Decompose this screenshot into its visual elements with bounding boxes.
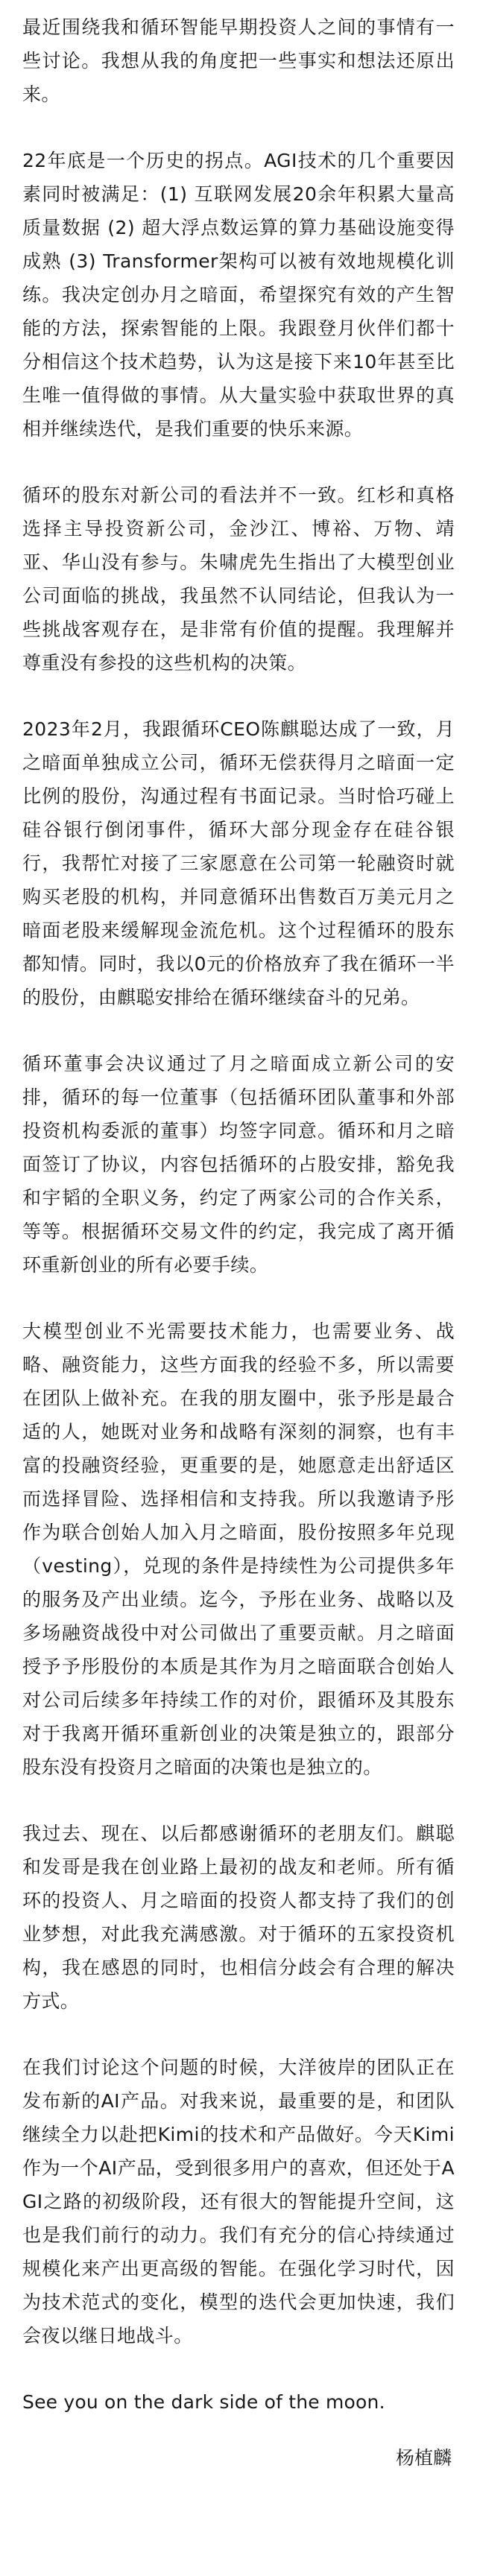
paragraph-shareholder-views: 循环的股东对新公司的看法并不一致。红杉和真格选择主导投资新公司，金沙江、博裕、万物、靖亚、华山没有参与。朱啸虎先生指出了大模型创业公司面临的挑战，我虽然不认同结论，但我认为一些挑战客观存在，是非常有价值的提醒。我理解并尊重没有参投的这些机构的决策。	[22, 484, 455, 674]
paragraph-feb-2023-agreement: 2023年2月，我跟循环CEO陈麒聪达成了一致，月之暗面单独成立公司，循环无偿获得月之暗面一定比例的股份，沟通过程有书面记录。当时恰巧碰上硅谷银行倒闭事件，循环大部分现金存在硅谷银行，我帮忙对接了三家愿意在公司第一轮融资时就购买老股的机构，并同意循环出售数百万美元月之暗面老股来缓解现金流危机。这个过程循环的股东都知情。同时，我以0元的价格放弃了我在循环一半的股份，由麒聪安排给在循环继续奋斗的兄弟。	[22, 718, 455, 1008]
signature: 杨植麟	[395, 2447, 452, 2469]
paragraph-board-resolution: 循环董事会决议通过了月之暗面成立新公司的安排，循环的每一位董事（包括循环团队董事和外部投资机构委派的董事）均签字同意。循环和月之暗面签订了协议，内容包括循环的占股安排，豁免我和宇韬的全职义务，约定了两家公司的合作关系，等等。根据循环交易文件的约定，我完成了离开循环重新创业的所有必要手续。	[22, 1053, 455, 1276]
paragraph-gratitude: 我过去、现在、以后都感谢循环的老朋友们。麒聪和发哥是我在创业路上最初的战友和老师。所有循环的投资人、月之暗面的投资人都支持了我们的创业梦想，对此我充满感激。对于循环的五家投资机构，我在感恩的同时，也相信分歧会有合理的解决方式。	[22, 1823, 455, 2012]
paragraph-intro: 最近围绕我和循环智能早期投资人之间的事情有一些讨论。我想从我的角度把一些事实和想法还原出来。	[22, 16, 455, 105]
paragraph-kimi-focus: 在我们讨论这个问题的时候，大洋彼岸的团队正在发布新的AI产品。对我来说，最重要的是，和团队继续全力以赴把Kimi的技术和产品做好。今天Kimi作为一个AI产品，受到很多用户的喜欢，但还处于AGI之路的初级阶段，还有很大的智能提升空间，这也是我们前行的动力。我们有充分的信心持续通过规模化来产出更高级的智能。在强化学习时代，因为技术范式的变化，模型的迭代会更加快速，我们会夜以继日地战斗。	[22, 2057, 455, 2346]
closing-line: See you on the dark side of the moon.	[22, 2391, 385, 2413]
paragraph-cofounder: 大模型创业不光需要技术能力，也需要业务、战略、融资能力，这些方面我的经验不多，所以需要在团队上做补充。在我的朋友圈中，张予彤是最合适的人，她既对业务和战略有深刻的洞察，也有丰富的投融资经验，更重要的是，她愿意走出舒适区而选择冒险、选择相信和支持我。所以我邀请予彤作为联合创始人加入月之暗面，股份按照多年兑现（vesting），兑现的条件是持续性为公司提供多年的服务及产出业绩。迄今，予彤在业务、战略以及多场融资战役中对公司做出了重要贡献。月之暗面授予予彤股份的本质是其作为月之暗面联合创始人对公司后续多年持续工作的对价，跟循环及其股东对于我离开循环重新创业的决策是独立的，跟部分股东没有投资月之暗面的决策也是独立的。	[22, 1320, 455, 1778]
paragraph-agi-turning-point: 22年底是一个历史的拐点。AGI技术的几个重要因素同时被满足：(1) 互联网发展20余年积累大量高质量数据 (2) 超大浮点数运算的算力基础设施变得成熟 (3) Transformer架构可以被有效地规模化训练。我决定创办月之暗面，希望探究有效的产生智能的方法，探索智能的上限。我跟登月伙伴们都十分相信这个技术趋势，认为这是接下来10年甚至比生唯一值得做的事情。从大量实验中获取世界的真相并继续迭代，是我们重要的快乐来源。	[22, 150, 455, 440]
